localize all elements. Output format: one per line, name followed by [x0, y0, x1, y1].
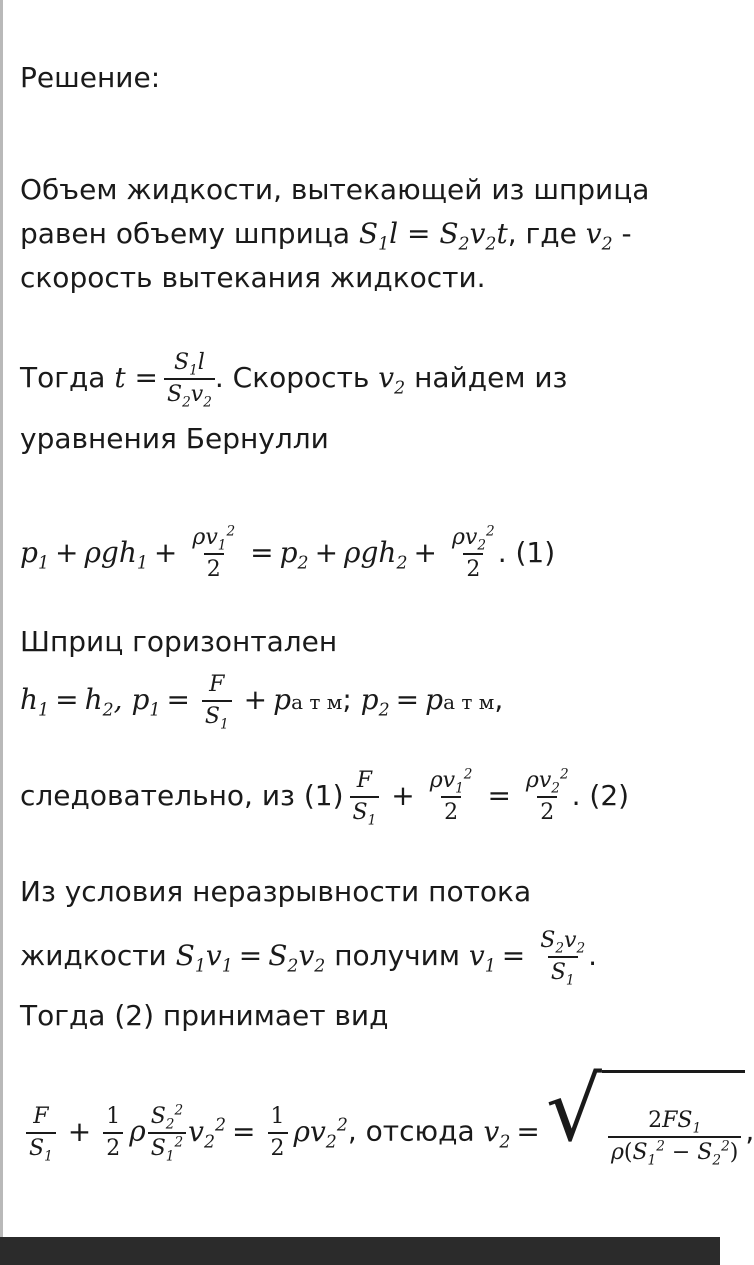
paragraph-bernoulli: уравнения Бернулли	[20, 422, 329, 455]
heading: Решение:	[20, 61, 161, 94]
paragraph-form: Тогда (2) принимает вид	[20, 999, 389, 1032]
paragraph-horizontal: Шприц горизонтален	[20, 625, 338, 658]
equation-final: $\frac{F}{S_1}$ + $\frac{1}{2}$ ρ $\frac{S_2^2}{S_1^2}$ $v_2^2$ = $\frac{1}{2}$ $\rho v_2^2$, отсюда $v_2$ = √ $\frac{2FS_1}{\rho(S_1^2 - S_2^2)}$ ,	[20, 1070, 754, 1195]
paragraph-line-1: Объем жидкости, вытекающей из шприца	[20, 173, 650, 206]
equation-continuity: жидкости $S_1v_1 = S_2v_2$ получим $v_1$ = $\frac{S_2v_2}{S_1}$ .	[20, 928, 598, 989]
formula-t: Тогда t = $\frac{S_1l}{S_2v_2}$ . Скорость $v_2$ найдем из	[20, 350, 568, 411]
bottom-bar	[0, 1237, 720, 1265]
paragraph-line-2: равен объему шприца $S_1l = S_2v_2t$, где $v_2$ -	[20, 217, 632, 255]
left-edge-divider	[0, 0, 3, 1237]
square-root: √ $\frac{2FS_1}{\rho(S_1^2 - S_2^2)}$	[546, 1070, 745, 1195]
equation-pressures: $h_1 = h_2$, $p_1$ = $\frac{F}{S_1}$ + pа т м; $p_2$ = pа т м,	[20, 672, 504, 733]
paragraph-line-3: скорость вытекания жидкости.	[20, 261, 486, 294]
paragraph-continuity: Из условия неразрывности потока	[20, 875, 532, 908]
equation-1: $p_1 + \rho gh_1$ + $\frac{\rho v_1^2}{2}$ = $p_2 + \rho gh_2$ + $\frac{\rho v_2^2}{2}$ . (1)	[20, 523, 556, 582]
equation-2: следовательно, из (1) $\frac{F}{S_1}$ + $\frac{\rho v_1^2}{2}$ = $\frac{\rho v_2^2}{2}$ . (2)	[20, 766, 630, 829]
